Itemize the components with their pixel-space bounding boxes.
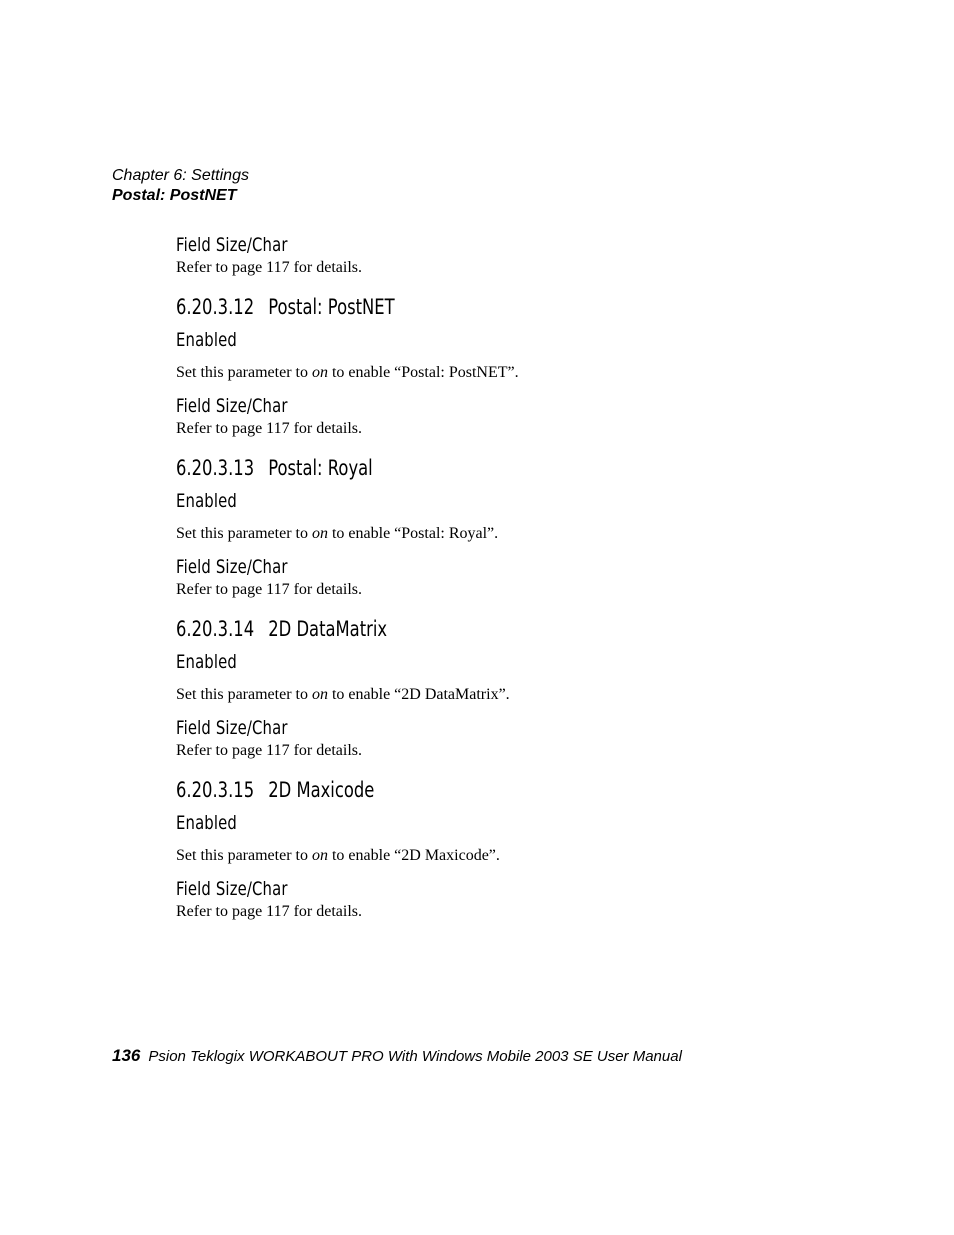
page-content — [176, 232, 876, 922]
enabled-heading: Enabled — [176, 490, 237, 512]
refer-text: Refer to page 117 for details. — [176, 742, 363, 759]
set-text-on: on — [311, 847, 328, 864]
refer-text: Refer to page 117 for details. — [176, 581, 363, 598]
enabled-heading: Enabled — [176, 329, 237, 351]
section-label: Postal: PostNET — [112, 187, 237, 204]
set-text-on: on — [311, 525, 328, 542]
section-number: 6.20.3.13 — [176, 456, 255, 480]
enabled-heading: Enabled — [176, 812, 237, 834]
section-heading — [176, 776, 722, 804]
section-heading — [176, 293, 722, 321]
section-title-text: Postal: PostNET — [268, 295, 395, 319]
field-size-heading: Field Size/Char — [176, 234, 288, 256]
set-text-pre: Set this parameter to — [176, 847, 312, 864]
refer-text: Refer to page 117 for details. — [176, 259, 363, 276]
set-text-pre: Set this parameter to — [176, 686, 312, 703]
set-text-post: to enable “Postal: PostNET”. — [327, 364, 519, 381]
page-number: 136 — [112, 1046, 141, 1065]
refer-text: Refer to page 117 for details. — [176, 420, 363, 437]
set-text — [176, 524, 876, 544]
section-number: 6.20.3.14 — [176, 617, 255, 641]
field-size-heading: Field Size/Char — [176, 556, 288, 578]
set-text-pre: Set this parameter to — [176, 525, 312, 542]
section-number: 6.20.3.12 — [176, 295, 255, 319]
page-footer — [112, 1046, 682, 1067]
set-text — [176, 685, 876, 705]
set-text — [176, 846, 876, 866]
enabled-heading: Enabled — [176, 651, 237, 673]
set-text-post: to enable “Postal: Royal”. — [327, 525, 499, 542]
set-text-on: on — [311, 364, 328, 381]
running-header — [112, 166, 249, 206]
refer-text: Refer to page 117 for details. — [176, 903, 363, 920]
set-text-post: to enable “2D Maxicode”. — [327, 847, 500, 864]
set-text — [176, 363, 876, 383]
section-heading — [176, 454, 722, 482]
section-number: 6.20.3.15 — [176, 778, 255, 802]
section-title-text: 2D Maxicode — [268, 778, 375, 802]
set-text-pre: Set this parameter to — [176, 364, 312, 381]
set-text-on: on — [311, 686, 328, 703]
manual-title: Psion Teklogix WORKABOUT PRO With Windows Mobile 2003 SE User Manual — [148, 1048, 682, 1065]
chapter-label: Chapter 6: Settings — [112, 167, 249, 184]
field-size-heading: Field Size/Char — [176, 878, 288, 900]
section-title-text: Postal: Royal — [268, 456, 373, 480]
section-heading — [176, 615, 722, 643]
field-size-heading: Field Size/Char — [176, 717, 288, 739]
field-size-heading: Field Size/Char — [176, 395, 288, 417]
set-text-post: to enable “2D DataMatrix”. — [327, 686, 510, 703]
section-title-text: 2D DataMatrix — [268, 617, 388, 641]
